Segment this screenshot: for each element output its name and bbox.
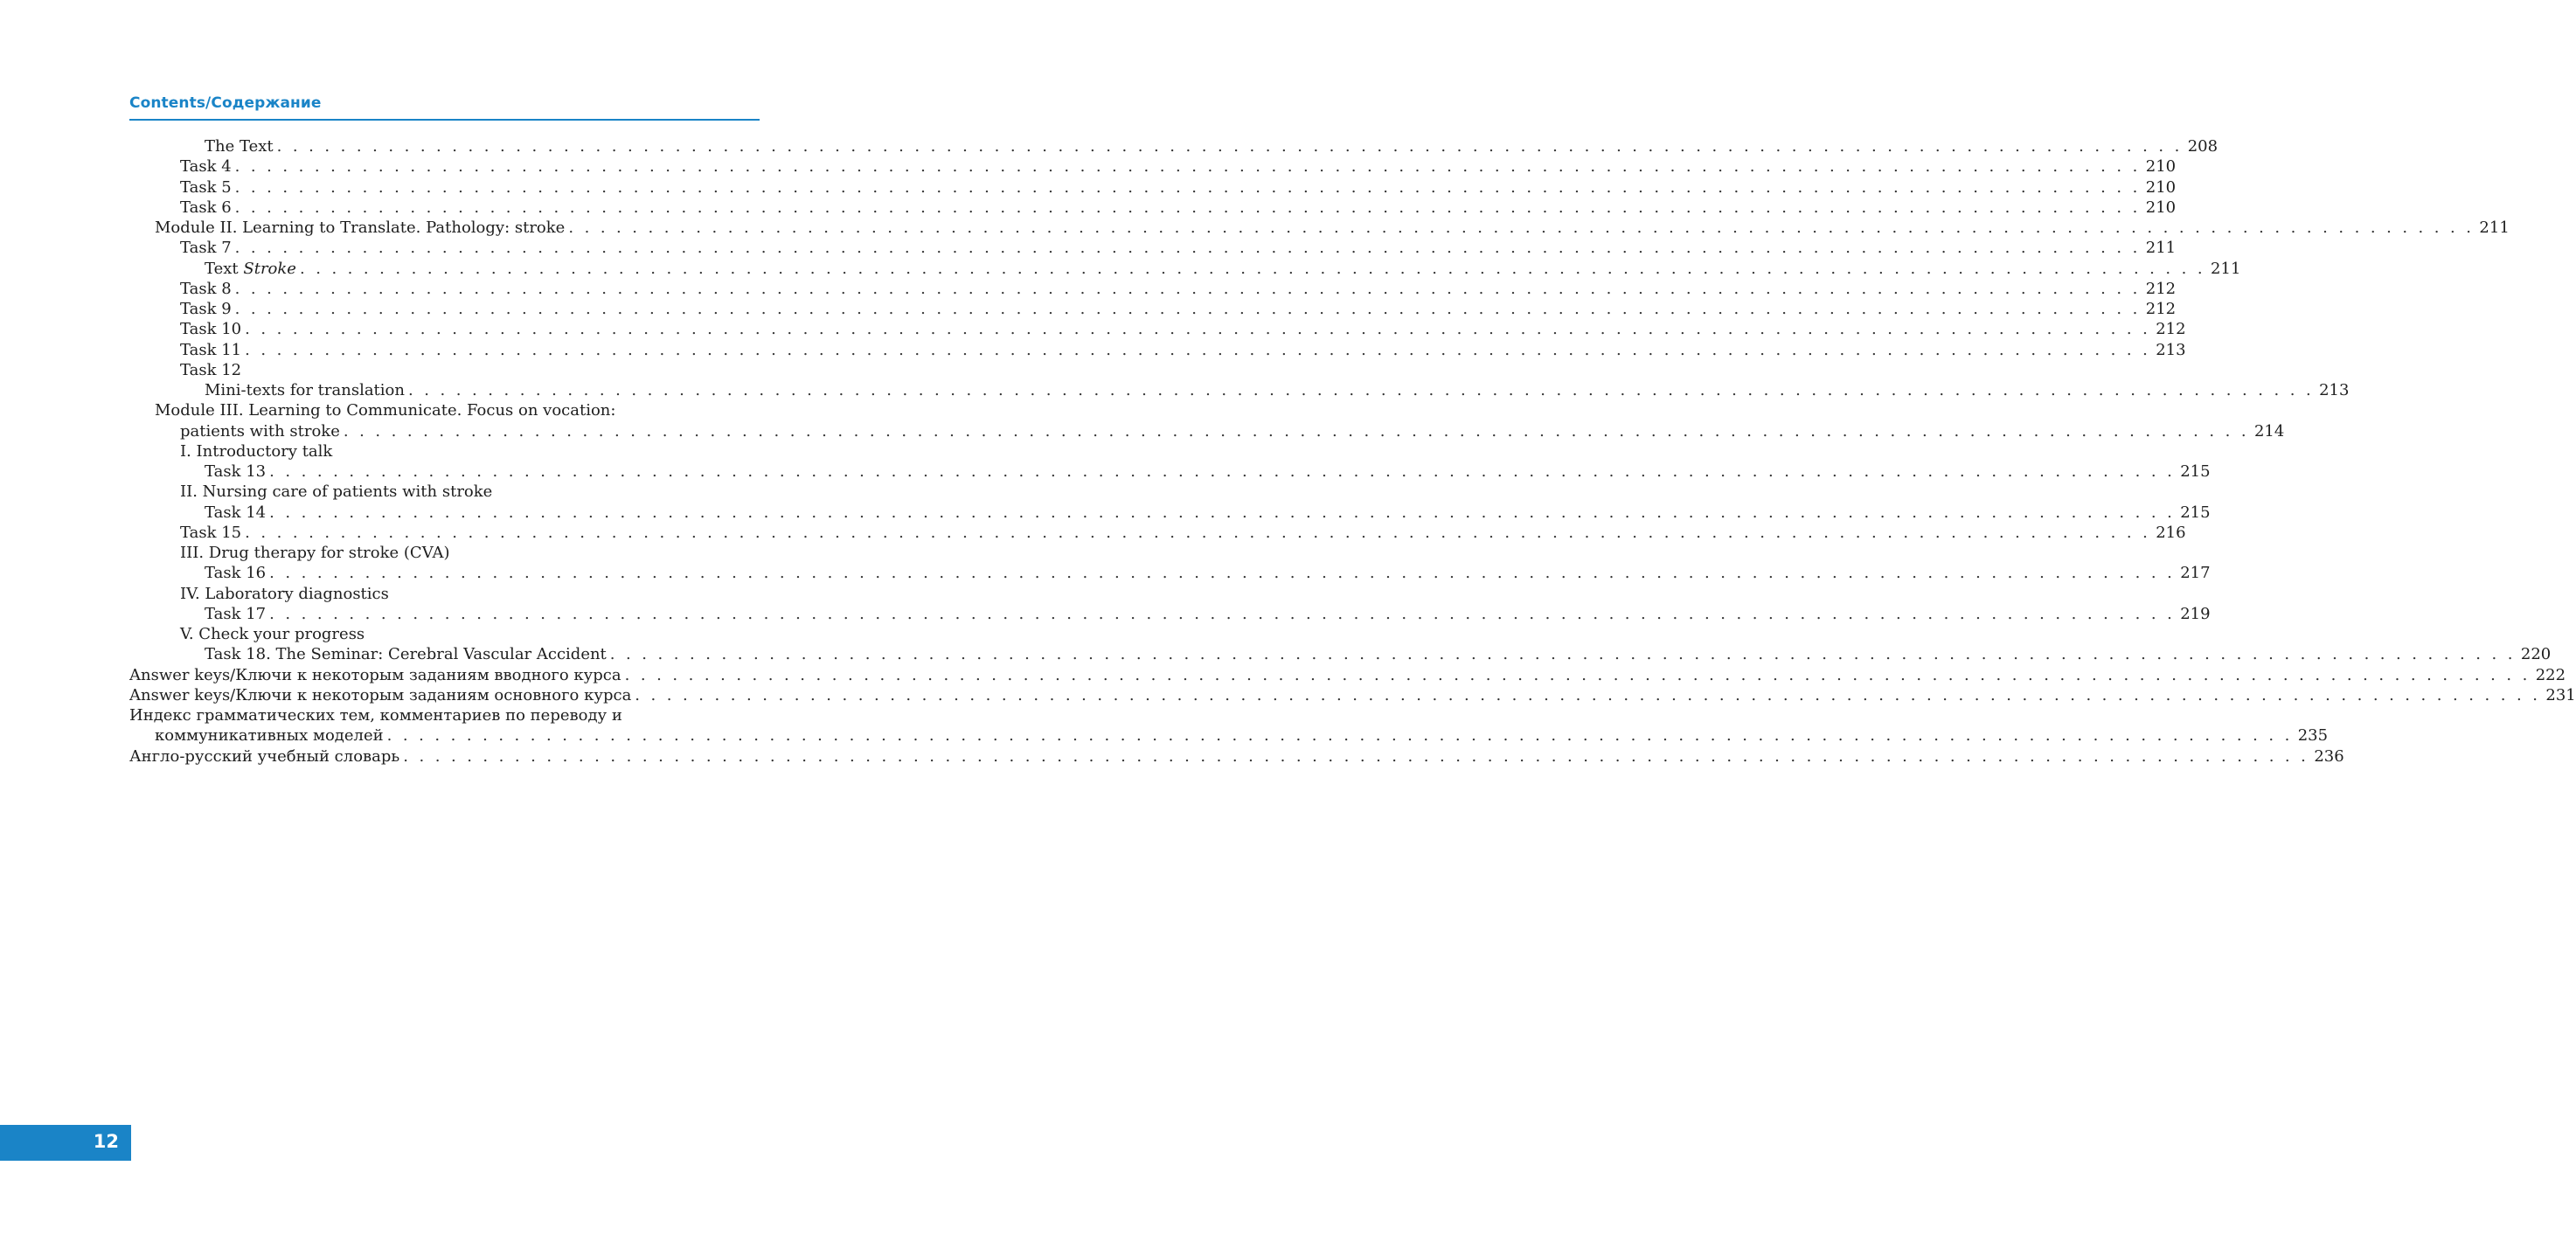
page-header bbox=[129, 94, 760, 121]
toc-entry-page: 236 bbox=[2314, 746, 2344, 766]
toc-entry-page: 211 bbox=[2211, 259, 2241, 278]
toc-entry bbox=[129, 563, 2211, 583]
toc-leader-dots: . . . . . . . . . . . . . . . . . . . . . . . . . . . . . . . . . . . . . . . . . . . . . . . . . . . . . . . . . . . . . . . . . . . . . . . . . . . . . . . . . . . . . . . . . . . . . . . . . . . . . . . . . . . . . . . . . . . . . . . . bbox=[276, 137, 2183, 156]
table-of-contents bbox=[129, 136, 2576, 767]
toc-entry-title bbox=[129, 685, 631, 705]
toc-entry-title bbox=[180, 319, 241, 339]
toc-entry bbox=[129, 421, 2285, 441]
toc-leader-dots: . . . . . . . . . . . . . . . . . . . . . . . . . . . . . . . . . . . . . . . . . . . . . . . . . . . . . . . . . . . . . . . . . . . . . . . . . . . . . . . . . . . . . . . . . . . . . . . . . . . . . . . . . . . . . . . . . . . . . . . . bbox=[234, 300, 2141, 318]
toc-leader-dots: . . . . . . . . . . . . . . . . . . . . . . . . . . . . . . . . . . . . . . . . . . . . . . . . . . . . . . . . . . . . . . . . . . . . . . . . . . . . . . . . . . . . . . . . . . . . . . . . . . . . . . . . . . . . . . . . . . . . . . . . bbox=[609, 645, 2516, 664]
toc-entry-title-text: Task 16 bbox=[205, 564, 267, 583]
toc-entry-title bbox=[205, 503, 266, 523]
toc-entry-title-text: Task 17 bbox=[205, 604, 267, 623]
toc-entry-title bbox=[180, 279, 232, 299]
section-title: Contents/Содержание bbox=[129, 94, 322, 112]
toc-entry bbox=[129, 685, 2576, 705]
toc-entry-title-text: Task 13 bbox=[205, 462, 267, 481]
toc-entry bbox=[129, 665, 2566, 685]
toc-entry-title bbox=[129, 705, 622, 725]
toc-entry bbox=[129, 380, 2350, 400]
toc-entry-title-text: Task 6 bbox=[180, 198, 232, 217]
toc-entry-page: 215 bbox=[2180, 462, 2211, 481]
toc-leader-dots: . . . . . . . . . . . . . . . . . . . . . . . . . . . . . . . . . . . . . . . . . . . . . . . . . . . . . . . . . . . . . . . . . . . . . . . . . . . . . . . . . . . . . . . . . . . . . . . . . . . . . . . . . . . . . . . . . . . . . . . . bbox=[245, 523, 2151, 542]
toc-entry bbox=[129, 238, 2177, 258]
toc-entry-page: 220 bbox=[2520, 645, 2552, 664]
toc-entry-page: 219 bbox=[2180, 604, 2211, 623]
toc-entry-title-text: Task 15 bbox=[180, 523, 242, 542]
toc-entry-title-text: Task 18. The Seminar: Cerebral Vascular Accident bbox=[205, 645, 607, 664]
toc-entry-title bbox=[180, 523, 241, 543]
toc-entry-page: 211 bbox=[2479, 219, 2510, 237]
toc-entry-title-text: коммуникативных моделей bbox=[155, 726, 384, 746]
toc-entry-page: 231 bbox=[2545, 685, 2576, 704]
toc-entry-title-text: Индекс грамматических тем, комментариев по переводу и bbox=[129, 706, 622, 725]
toc-entry bbox=[129, 725, 2329, 746]
toc-entry-page: 222 bbox=[2535, 665, 2566, 684]
toc-entry-title bbox=[180, 543, 450, 563]
toc-entry bbox=[129, 279, 2177, 299]
toc-leader-dots: . . . . . . . . . . . . . . . . . . . . . . . . . . . . . . . . . . . . . . . . . . . . . . . . . . . . . . . . . . . . . . . . . . . . . . . . . . . . . . . . . . . . . . . . . . . . . . . . . . . . . . . . . . . . . . . . . . . . . . . . bbox=[624, 665, 2531, 684]
toc-entry-title-text: Text bbox=[205, 259, 244, 278]
toc-entry-page: 216 bbox=[2156, 523, 2186, 542]
toc-entry bbox=[129, 259, 2241, 279]
toc-leader-dots: . . . . . . . . . . . . . . . . . . . . . . . . . . . . . . . . . . . . . . . . . . . . . . . . . . . . . . . . . . . . . . . . . . . . . . . . . . . . . . . . . . . . . . . . . . . . . . . . . . . . . . . . . . . . . . . . . . . . . . . . bbox=[234, 279, 2141, 298]
toc-entry bbox=[129, 299, 2177, 319]
toc-entry-title bbox=[180, 421, 340, 441]
toc-entry bbox=[129, 340, 2186, 360]
toc-entry-title bbox=[155, 400, 615, 420]
toc-leader-dots: . . . . . . . . . . . . . . . . . . . . . . . . . . . . . . . . . . . . . . . . . . . . . . . . . . . . . . . . . . . . . . . . . . . . . . . . . . . . . . . . . . . . . . . . . . . . . . . . . . . . . . . . . . . . . . . . . . . . . . . . bbox=[269, 462, 2176, 481]
toc-entry-title bbox=[205, 136, 274, 156]
toc-entry bbox=[129, 461, 2211, 482]
toc-entry bbox=[129, 319, 2186, 339]
toc-leader-dots: . . . . . . . . . . . . . . . . . . . . . . . . . . . . . . . . . . . . . . . . . . . . . . . . . . . . . . . . . . . . . . . . . . . . . . . . . . . . . . . . . . . . . . . . . . . . . . . . . . . . . . . . . . . . . . . . . . . . . . . . bbox=[403, 746, 2309, 766]
toc-entry-page: 215 bbox=[2180, 503, 2211, 522]
toc-entry-title-text: Mini-texts for translation bbox=[205, 381, 405, 399]
toc-entry-title-text: III. Drug therapy for stroke (CVA) bbox=[180, 544, 450, 562]
toc-entry-title bbox=[155, 218, 565, 238]
toc-leader-dots: . . . . . . . . . . . . . . . . . . . . . . . . . . . . . . . . . . . . . . . . . . . . . . . . . . . . . . . . . . . . . . . . . . . . . . . . . . . . . . . . . . . . . . . . . . . . . . . . . . . . . . . . . . . . . . . . . . . . . . . . bbox=[269, 604, 2176, 623]
toc-entry-page: 210 bbox=[2145, 157, 2177, 177]
toc-entry-page: 211 bbox=[2145, 239, 2177, 258]
toc-entry bbox=[129, 177, 2177, 198]
toc-entry-title-text: I. Introductory talk bbox=[180, 441, 333, 461]
toc-entry-title bbox=[180, 177, 232, 198]
toc-entry-title-text: Module II. Learning to Translate. Pathology: stroke bbox=[155, 219, 566, 237]
page-number: 12 bbox=[93, 1131, 119, 1152]
toc-leader-dots: . . . . . . . . . . . . . . . . . . . . . . . . . . . . . . . . . . . . . . . . . . . . . . . . . . . . . . . . . . . . . . . . . . . . . . . . . . . . . . . . . . . . . . . . . . . . . . . . . . . . . . . . . . . . . . . . . . . . . . . . bbox=[386, 726, 2293, 746]
toc-entry-title bbox=[205, 259, 296, 279]
toc-entry-title bbox=[180, 299, 232, 319]
toc-entry-title-text: Task 5 bbox=[180, 177, 232, 197]
toc-leader-dots: . . . . . . . . . . . . . . . . . . . . . . . . . . . . . . . . . . . . . . . . . . . . . . . . . . . . . . . . . . . . . . . . . . . . . . . . . . . . . . . . . . . . . . . . . . . . . . . . . . . . . . . . . . . . . . . . . . . . . . . . bbox=[245, 340, 2151, 359]
toc-entry-page: 212 bbox=[2145, 279, 2177, 298]
toc-entry-page: 208 bbox=[2187, 137, 2218, 156]
toc-leader-dots: . . . . . . . . . . . . . . . . . . . . . . . . . . . . . . . . . . . . . . . . . . . . . . . . . . . . . . . . . . . . . . . . . . . . . . . . . . . . . . . . . . . . . . . . . . . . . . . . . . . . . . . . . . . . . . . . . . . . . . . . bbox=[568, 219, 2475, 237]
toc-entry-title bbox=[205, 380, 405, 400]
toc-leader-dots: . . . . . . . . . . . . . . . . . . . . . . . . . . . . . . . . . . . . . . . . . . . . . . . . . . . . . . . . . . . . . . . . . . . . . . . . . . . . . . . . . . . . . . . . . . . . . . . . . . . . . . . . . . . . . . . . . . . . . . . . bbox=[343, 421, 2249, 441]
toc-entry bbox=[129, 482, 760, 502]
toc-entry-title bbox=[180, 238, 232, 258]
toc-entry-title-text: Англо-русский учебный словарь bbox=[129, 746, 400, 766]
toc-entry bbox=[129, 218, 2510, 238]
toc-entry-title-text: Task 4 bbox=[180, 157, 232, 177]
toc-entry bbox=[129, 503, 2211, 523]
toc-entry-title-text: Task 12 bbox=[180, 360, 242, 379]
toc-entry bbox=[129, 604, 2211, 624]
toc-entry-title-text: Module III. Learning to Communicate. Focus on vocation: bbox=[155, 401, 616, 420]
page-number-badge bbox=[0, 1125, 131, 1161]
toc-entry-title bbox=[180, 156, 232, 177]
toc-entry-title bbox=[180, 584, 389, 604]
toc-entry-title-text: Answer keys/Ключи к некоторым заданиям вводного курса bbox=[129, 665, 621, 684]
toc-entry bbox=[129, 156, 2177, 177]
toc-entry-title bbox=[180, 624, 365, 644]
toc-entry bbox=[129, 584, 760, 604]
toc-entry-page: 212 bbox=[2156, 320, 2186, 339]
toc-entry bbox=[129, 441, 760, 461]
toc-entry bbox=[129, 746, 2344, 767]
toc-entry-title-text: Task 9 bbox=[180, 300, 232, 318]
toc-entry bbox=[129, 523, 2186, 543]
toc-entry-title-italic: Stroke bbox=[243, 259, 296, 278]
toc-leader-dots: . . . . . . . . . . . . . . . . . . . . . . . . . . . . . . . . . . . . . . . . . . . . . . . . . . . . . . . . . . . . . . . . . . . . . . . . . . . . . . . . . . . . . . . . . . . . . . . . . . . . . . . . . . . . . . . . . . . . . . . . bbox=[635, 685, 2541, 704]
toc-entry-title bbox=[180, 482, 492, 502]
toc-entry-title-text: Task 7 bbox=[180, 239, 232, 258]
toc-entry-title bbox=[129, 665, 621, 685]
toc-leader-dots: . . . . . . . . . . . . . . . . . . . . . . . . . . . . . . . . . . . . . . . . . . . . . . . . . . . . . . . . . . . . . . . . . . . . . . . . . . . . . . . . . . . . . . . . . . . . . . . . . . . . . . . . . . . . . . . . . . . . . . . . bbox=[245, 320, 2151, 339]
toc-entry-title bbox=[180, 198, 232, 218]
toc-entry-title bbox=[205, 604, 266, 624]
toc-leader-dots: . . . . . . . . . . . . . . . . . . . . . . . . . . . . . . . . . . . . . . . . . . . . . . . . . . . . . . . . . . . . . . . . . . . . . . . . . . . . . . . . . . . . . . . . . . . . . . . . . . . . . . . . . . . . . . . . . . . . . . . . bbox=[299, 259, 2206, 278]
toc-leader-dots: . . . . . . . . . . . . . . . . . . . . . . . . . . . . . . . . . . . . . . . . . . . . . . . . . . . . . . . . . . . . . . . . . . . . . . . . . . . . . . . . . . . . . . . . . . . . . . . . . . . . . . . . . . . . . . . . . . . . . . . . bbox=[234, 157, 2141, 177]
toc-entry-page: 214 bbox=[2253, 421, 2285, 441]
toc-entry bbox=[129, 705, 760, 725]
toc-entry-title-text: II. Nursing care of patients with stroke bbox=[180, 482, 493, 502]
toc-entry-title-text: V. Check your progress bbox=[180, 625, 365, 643]
toc-entry bbox=[129, 360, 760, 380]
toc-entry-title bbox=[129, 746, 399, 767]
toc-entry-title-text: Task 14 bbox=[205, 503, 267, 522]
toc-entry-page: 213 bbox=[2319, 381, 2350, 399]
toc-leader-dots: . . . . . . . . . . . . . . . . . . . . . . . . . . . . . . . . . . . . . . . . . . . . . . . . . . . . . . . . . . . . . . . . . . . . . . . . . . . . . . . . . . . . . . . . . . . . . . . . . . . . . . . . . . . . . . . . . . . . . . . . bbox=[407, 381, 2315, 399]
toc-entry-title-text: IV. Laboratory diagnostics bbox=[180, 584, 389, 603]
toc-leader-dots: . . . . . . . . . . . . . . . . . . . . . . . . . . . . . . . . . . . . . . . . . . . . . . . . . . . . . . . . . . . . . . . . . . . . . . . . . . . . . . . . . . . . . . . . . . . . . . . . . . . . . . . . . . . . . . . . . . . . . . . . bbox=[234, 177, 2141, 197]
toc-entry-title bbox=[205, 461, 266, 482]
toc-entry-title-text: The Text bbox=[205, 137, 274, 156]
toc-entry-title-text: Task 11 bbox=[180, 340, 242, 359]
toc-entry-title-text: Task 10 bbox=[180, 320, 242, 339]
toc-entry-page: 210 bbox=[2145, 198, 2177, 217]
toc-leader-dots: . . . . . . . . . . . . . . . . . . . . . . . . . . . . . . . . . . . . . . . . . . . . . . . . . . . . . . . . . . . . . . . . . . . . . . . . . . . . . . . . . . . . . . . . . . . . . . . . . . . . . . . . . . . . . . . . . . . . . . . . bbox=[234, 198, 2141, 217]
toc-entry-title-text: Task 8 bbox=[180, 279, 232, 298]
toc-entry-page: 235 bbox=[2297, 726, 2329, 746]
toc-entry-title bbox=[205, 563, 266, 583]
toc-entry-title bbox=[155, 725, 384, 746]
toc-entry-title-text: Answer keys/Ключи к некоторым заданиям основного курса bbox=[129, 685, 632, 704]
toc-entry bbox=[129, 624, 760, 644]
toc-entry-title-text: patients with stroke bbox=[180, 421, 340, 441]
toc-entry bbox=[129, 136, 2218, 156]
toc-entry bbox=[129, 543, 760, 563]
toc-leader-dots: . . . . . . . . . . . . . . . . . . . . . . . . . . . . . . . . . . . . . . . . . . . . . . . . . . . . . . . . . . . . . . . . . . . . . . . . . . . . . . . . . . . . . . . . . . . . . . . . . . . . . . . . . . . . . . . . . . . . . . . . bbox=[269, 564, 2176, 583]
toc-entry-page: 212 bbox=[2145, 300, 2177, 318]
toc-leader-dots: . . . . . . . . . . . . . . . . . . . . . . . . . . . . . . . . . . . . . . . . . . . . . . . . . . . . . . . . . . . . . . . . . . . . . . . . . . . . . . . . . . . . . . . . . . . . . . . . . . . . . . . . . . . . . . . . . . . . . . . . bbox=[269, 503, 2176, 522]
toc-entry-title bbox=[180, 340, 241, 360]
toc-entry-page: 210 bbox=[2145, 177, 2177, 197]
toc-leader-dots: . . . . . . . . . . . . . . . . . . . . . . . . . . . . . . . . . . . . . . . . . . . . . . . . . . . . . . . . . . . . . . . . . . . . . . . . . . . . . . . . . . . . . . . . . . . . . . . . . . . . . . . . . . . . . . . . . . . . . . . . bbox=[234, 239, 2141, 258]
toc-entry bbox=[129, 400, 760, 420]
toc-entry-title bbox=[180, 360, 241, 380]
toc-entry-title bbox=[205, 644, 607, 664]
toc-entry-page: 213 bbox=[2156, 340, 2186, 359]
toc-entry-page: 217 bbox=[2180, 564, 2211, 583]
toc-entry bbox=[129, 198, 2177, 218]
toc-entry-title bbox=[180, 441, 332, 461]
toc-entry bbox=[129, 644, 2552, 664]
